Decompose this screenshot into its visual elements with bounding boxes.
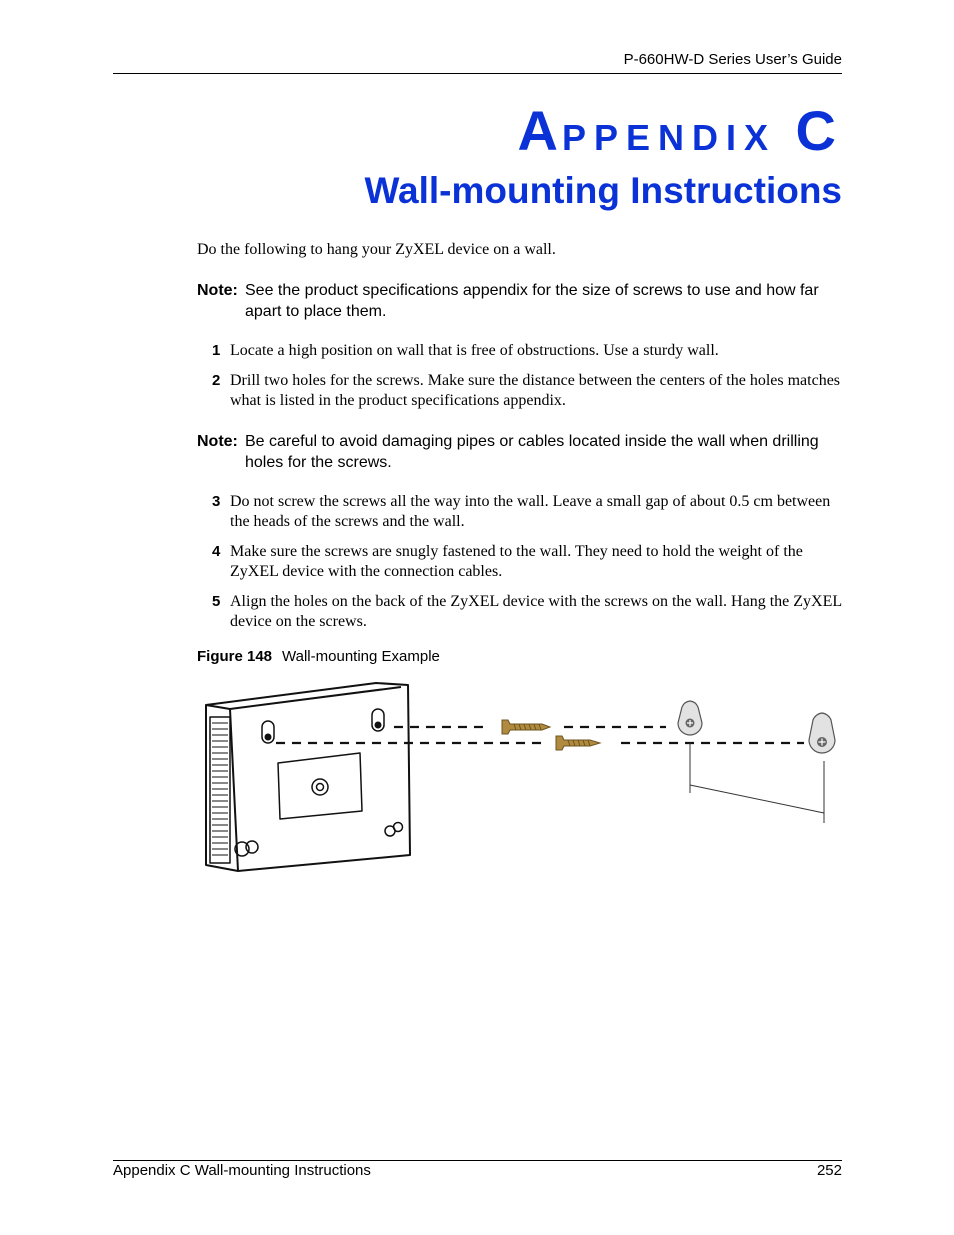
- wall-anchor-icon: [809, 713, 835, 753]
- step-3: [212, 492, 844, 532]
- running-header: P-660HW-D Series User’s Guide: [623, 51, 842, 68]
- footer-section-title: Appendix C Wall-mounting Instructions: [113, 1162, 371, 1179]
- header-rule: [113, 73, 842, 74]
- step-text: Do not screw the screws all the way into the wall. Leave a small gap of about 0.5 cm between the heads of the screws and the wall.: [230, 493, 831, 530]
- step-4: [212, 542, 844, 582]
- step-text: Drill two holes for the screws. Make sure the distance between the centers of the holes matches what is listed in the product specifications appendix.: [230, 372, 841, 409]
- step-1: [212, 341, 844, 361]
- step-5: [212, 592, 844, 632]
- figure-label: Figure 148: [197, 648, 273, 665]
- note-text: Be careful to avoid damaging pipes or cables located inside the wall when drilling holes for the screws.: [245, 433, 819, 471]
- appendix-title-rest: PPENDIX: [561, 117, 776, 158]
- step-2: [212, 371, 844, 411]
- note-pipes-cables: [197, 431, 847, 473]
- step-text: Locate a high position on wall that is free of obstructions. Use a sturdy wall.: [230, 342, 719, 359]
- step-number: 5: [212, 593, 221, 610]
- appendix-title: [517, 96, 840, 173]
- note-screw-specs: [197, 280, 847, 322]
- note-text: See the product specifications appendix for the size of screws to use and how far apart to place them.: [245, 282, 819, 320]
- screw-icon: [502, 720, 550, 734]
- screw-icon: [556, 736, 600, 750]
- appendix-title-initial: A: [517, 99, 562, 162]
- wall-mounting-illustration: [196, 675, 844, 880]
- intro-paragraph: Do the following to hang your ZyXEL device on a wall.: [197, 241, 556, 258]
- step-number: 4: [212, 543, 221, 560]
- step-number: 2: [212, 372, 221, 389]
- distance-indicator: [690, 743, 824, 823]
- step-text: Align the holes on the back of the ZyXEL device with the screws on the wall. Hang the ZyXEL device on the screws.: [230, 593, 842, 630]
- device-back-illustration: [206, 683, 410, 871]
- figure-caption-text: Wall-mounting Example: [282, 648, 440, 665]
- wall-anchor-icon: [678, 701, 702, 735]
- step-text: Make sure the screws are snugly fastened to the wall. They need to hold the weight of the ZyXEL device with the connection cables.: [230, 543, 803, 580]
- note-label: Note:: [197, 433, 238, 450]
- chapter-title: Wall-mounting Instructions: [364, 170, 842, 211]
- note-label: Note:: [197, 282, 238, 299]
- footer-rule: [113, 1160, 842, 1161]
- page-number: 252: [816, 1162, 842, 1179]
- figure-caption: [197, 648, 440, 665]
- step-number: 1: [212, 342, 221, 359]
- step-number: 3: [212, 493, 221, 510]
- appendix-letter: C: [795, 99, 840, 162]
